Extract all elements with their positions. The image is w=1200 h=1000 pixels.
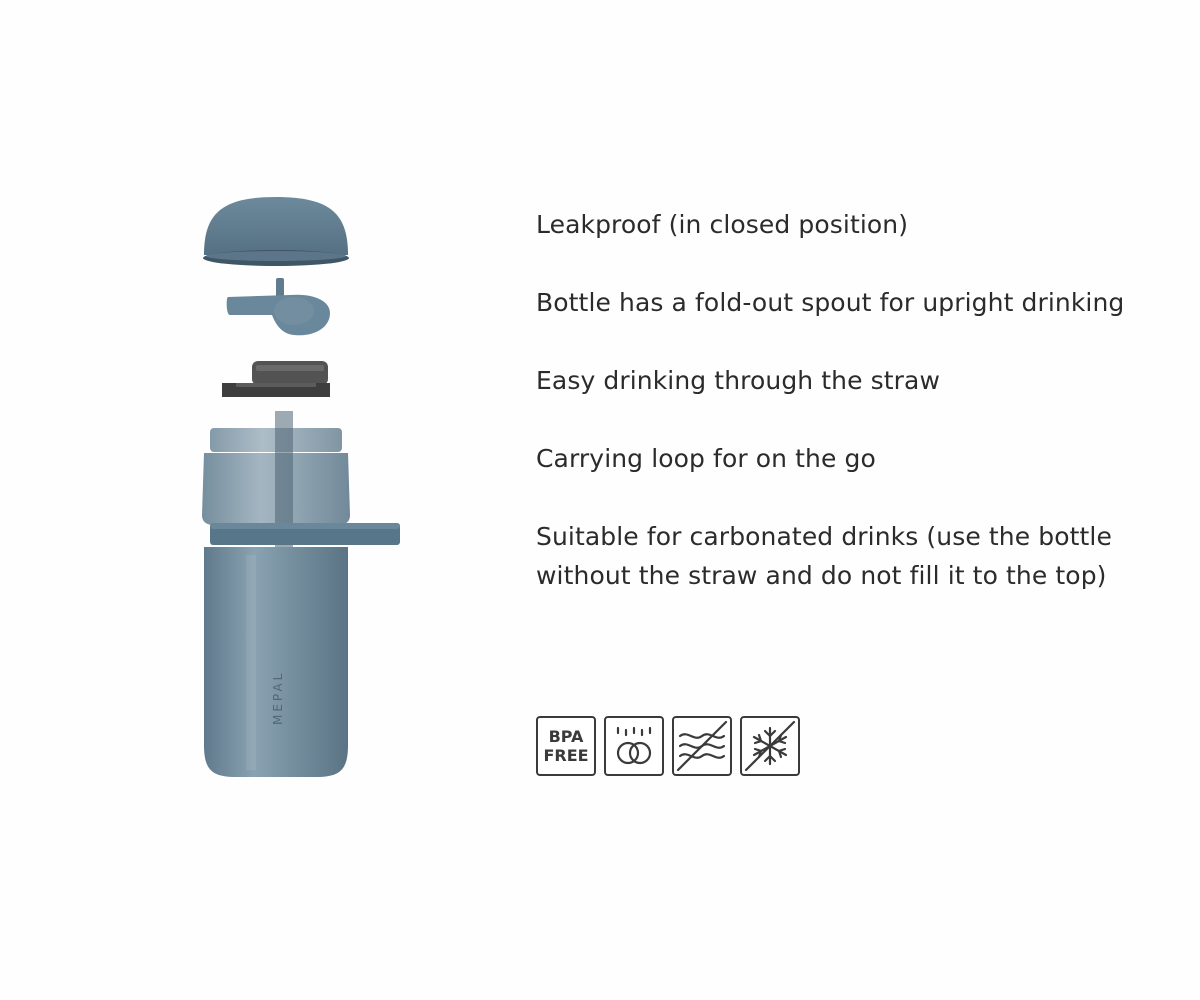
feature-straw: Easy drinking through the straw	[536, 366, 941, 395]
no-freezer-icon	[740, 716, 800, 776]
feature-carbonated	[536, 517, 1186, 595]
bottle-brand-text: MEPAL	[271, 670, 285, 725]
bpa-free-line-1: BPA	[548, 727, 584, 746]
bottle-body	[204, 547, 348, 777]
bpa-free-line-2: FREE	[543, 746, 589, 765]
carrying-loop	[210, 523, 400, 545]
feature-carrying-loop: Carrying loop for on the go	[536, 444, 876, 473]
feature-leakproof: Leakproof (in closed position)	[536, 210, 909, 239]
bpa-free-icon	[536, 716, 596, 776]
feature-list	[536, 205, 1186, 595]
fold-out-spout	[227, 278, 330, 335]
feature-carbonated-line-2: without the straw and do not fill it to the top)	[536, 561, 1107, 590]
bottle-lid	[203, 197, 349, 266]
dishwasher-icon	[604, 716, 664, 776]
no-hot-liquids-icon	[672, 716, 732, 776]
bottle-exploded-view	[190, 185, 420, 795]
feature-fold-out-spout: Bottle has a fold-out spout for upright drinking	[536, 288, 1125, 317]
feature-carbonated-line-1: Suitable for carbonated drinks (use the bottle	[536, 522, 1112, 551]
valve-insert	[222, 361, 330, 397]
property-icons	[536, 716, 800, 776]
